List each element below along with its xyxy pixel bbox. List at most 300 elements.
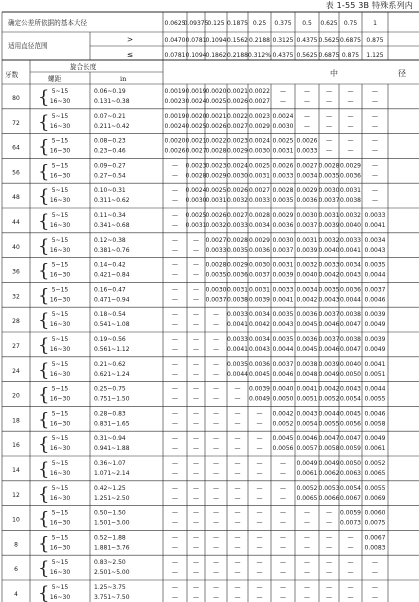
tolerance-value-long: — xyxy=(347,544,354,552)
tolerance-value-long: — xyxy=(326,569,332,577)
row-brace: { xyxy=(38,359,50,381)
tolerance-value-short: 0.0035 xyxy=(364,261,386,269)
tolerance-value-short: — xyxy=(193,534,199,542)
engagement-length-short: 5~15 xyxy=(51,460,69,467)
tolerance-value-short: — xyxy=(234,410,241,418)
tolerance-value-short: — xyxy=(234,509,241,517)
tolerance-value-long: 0.0033 xyxy=(272,172,294,180)
tolerance-value-long: 0.0039 xyxy=(249,296,270,304)
tolerance-value-short: — xyxy=(256,534,263,542)
tolerance-value-long: 0.0043 xyxy=(318,296,340,304)
tolerance-value-short: 0.0025 xyxy=(205,187,227,195)
tolerance-value-long: 0.0036 xyxy=(296,197,318,205)
tolerance-value-short: 0.0049 xyxy=(318,460,340,467)
tolerance-value-long: 0.0049 xyxy=(364,346,386,353)
tolerance-value-short: 0.0049 xyxy=(296,460,318,467)
tolerance-value-short: 0.0027 xyxy=(227,212,248,219)
engagement-range-short: 0.42~1.25 xyxy=(94,484,126,492)
row-brace: { xyxy=(38,583,50,602)
tolerance-value-short: — xyxy=(193,360,199,368)
tolerance-value-short: — xyxy=(326,112,332,120)
tolerance-value-long: — xyxy=(193,519,199,527)
tolerance-value-long: — xyxy=(172,246,178,254)
basis-value: 0.1875 xyxy=(227,20,248,27)
engagement-length-short: 5~15 xyxy=(51,435,69,443)
tolerance-value-short: — xyxy=(172,336,178,343)
tolerance-value-short: — xyxy=(172,559,178,567)
tolerance-value-long: 0.0039 xyxy=(272,271,294,279)
pitch-dia-header-1: 中 xyxy=(330,69,338,78)
tolerance-value-long: — xyxy=(172,494,178,502)
tolerance-value-short: 0.0024 xyxy=(272,112,294,120)
tolerance-value-short: — xyxy=(326,137,332,145)
tolerance-value-long: 0.0042 xyxy=(318,271,340,279)
tolerance-value-short: — xyxy=(304,559,310,567)
tolerance-value-long: 0.0034 xyxy=(296,172,318,180)
tpi-value: 48 xyxy=(12,194,20,202)
engagement-length-short: 5~15 xyxy=(51,509,69,517)
tolerance-value-long: — xyxy=(304,594,310,601)
tolerance-value-long: 0.0023 xyxy=(164,98,186,105)
basis-value: 0.5 xyxy=(302,20,312,27)
tolerance-value-short: — xyxy=(372,187,378,195)
tolerance-value-long: — xyxy=(193,494,199,502)
tolerance-value-short: — xyxy=(193,410,199,418)
engagement-range-short: 0.16~0.47 xyxy=(94,286,126,294)
tolerance-value-long: — xyxy=(213,494,219,502)
tolerance-value-short: 0.0037 xyxy=(272,360,294,368)
tolerance-value-long: 0.0027 xyxy=(227,122,248,130)
tolerance-value-short: 0.0046 xyxy=(296,435,318,443)
tolerance-value-short: 0.0030 xyxy=(249,261,270,269)
tolerance-value-short: — xyxy=(256,509,263,517)
engagement-range-long: 2.501~5.00 xyxy=(94,569,130,577)
tolerance-value-long: 0.0044 xyxy=(227,370,248,378)
tolerance-value-long: 0.0035 xyxy=(318,172,340,180)
tolerance-value-long: 0.0043 xyxy=(364,246,386,254)
tolerance-value-long: 0.0041 xyxy=(227,321,248,329)
tolerance-value-short: 0.0028 xyxy=(227,236,248,244)
tolerance-value-short: 0.0052 xyxy=(296,484,318,492)
tolerance-value-long: 0.0055 xyxy=(318,420,340,428)
tolerance-value-short: 0.0035 xyxy=(272,336,294,343)
tolerance-value-short: 0.0023 xyxy=(205,162,227,170)
tolerance-value-long: 0.0029 xyxy=(249,122,270,130)
range-min-value: 0.4375 xyxy=(296,37,318,44)
tolerance-value-long: — xyxy=(193,370,199,378)
engagement-range-long: 0.831~1.65 xyxy=(94,420,130,428)
tolerance-value-long: — xyxy=(172,172,178,180)
range-min-value: 0.1094 xyxy=(205,37,227,44)
engagement-length-short: 5~15 xyxy=(51,112,69,120)
tolerance-value-short: — xyxy=(172,286,178,294)
tolerance-value-long: 0.0065 xyxy=(296,494,318,502)
tolerance-value-short: 0.0031 xyxy=(227,286,248,294)
tolerance-value-long: — xyxy=(193,246,199,254)
tolerance-value-long: — xyxy=(234,470,241,477)
tolerance-value-short: 0.0033 xyxy=(364,212,386,219)
tolerance-value-short: 0.0037 xyxy=(318,336,340,343)
tolerance-value-long: 0.0042 xyxy=(249,321,270,329)
tolerance-value-long: — xyxy=(326,594,332,601)
tpi-value: 20 xyxy=(12,392,20,400)
tolerance-value-short: 0.0053 xyxy=(318,484,340,492)
tolerance-value-short: 0.0034 xyxy=(296,286,318,294)
tolerance-value-short: 0.0032 xyxy=(340,212,361,219)
tolerance-value-short: 0.0024 xyxy=(185,187,207,195)
tolerance-value-long: 0.0054 xyxy=(296,420,318,428)
tolerance-value-long: — xyxy=(234,519,241,527)
tolerance-value-long: 0.0036 xyxy=(272,222,294,229)
tolerance-value-long: — xyxy=(172,197,178,205)
tolerance-value-short: 0.0026 xyxy=(272,162,294,170)
tolerance-value-long: 0.0046 xyxy=(318,346,340,353)
tolerance-value-short: — xyxy=(256,584,263,591)
tolerance-value-long: 0.0073 xyxy=(340,519,361,527)
tolerance-value-short: 0.0029 xyxy=(227,261,248,269)
tolerance-value-long: — xyxy=(280,544,286,552)
tolerance-value-long: 0.0049 xyxy=(249,395,270,403)
engagement-range-short: 0.28~0.83 xyxy=(94,410,126,418)
engagement-range-long: 0.23~0.46 xyxy=(94,147,126,155)
tolerance-value-short: 0.0031 xyxy=(340,187,361,195)
tolerance-value-short: 0.0032 xyxy=(318,236,340,244)
tolerance-value-long: — xyxy=(280,470,286,477)
tolerance-value-long: 0.0030 xyxy=(227,172,248,180)
tolerance-value-long: 0.0028 xyxy=(205,147,227,155)
tpi-value: 28 xyxy=(12,318,20,326)
tolerance-value-long: 0.0055 xyxy=(364,395,386,403)
tolerance-value-long: — xyxy=(372,594,378,601)
tolerance-value-short: 0.0026 xyxy=(205,212,227,219)
row-brace: { xyxy=(38,211,50,232)
tolerance-value-long: — xyxy=(280,519,286,527)
engagement-length-short: 5~15 xyxy=(51,534,69,542)
tolerance-value-short: — xyxy=(193,286,199,294)
tolerance-value-long: — xyxy=(347,122,354,130)
tolerance-value-long: 0.0032 xyxy=(227,197,248,205)
engagement-range-short: 0.83~2.50 xyxy=(94,559,126,567)
engagement-range-long: 0.421~0.84 xyxy=(94,271,130,279)
tpi-value: 72 xyxy=(12,119,20,127)
tolerance-value-long: 0.0037 xyxy=(249,271,270,279)
engagement-length-long: 16~30 xyxy=(49,147,71,155)
tolerance-value-long: 0.0027 xyxy=(185,147,207,155)
tolerance-value-short: — xyxy=(213,360,219,368)
inch-header: in xyxy=(120,75,127,83)
tolerance-value-long: — xyxy=(172,271,178,279)
tolerance-value-long: 0.0044 xyxy=(364,271,386,279)
tolerance-value-long: 0.0025 xyxy=(185,122,207,130)
tolerance-value-short: 0.0029 xyxy=(296,187,318,195)
engagement-range-short: 0.07~0.21 xyxy=(94,112,126,120)
tolerance-value-long: 0.0033 xyxy=(205,246,227,254)
tolerance-value-short: — xyxy=(193,509,199,517)
engagement-length-long: 16~30 xyxy=(49,370,71,378)
tolerance-value-long: 0.0031 xyxy=(249,172,270,180)
engagement-range-long: 3.751~7.50 xyxy=(94,594,130,601)
tolerance-value-short: — xyxy=(256,435,263,443)
tolerance-value-short: 0.0028 xyxy=(318,162,340,170)
tpi-value: 4 xyxy=(14,591,18,598)
engagement-length-long: 16~30 xyxy=(49,519,71,527)
engagement-range-short: 0.25~0.75 xyxy=(94,385,126,393)
tolerance-value-long: 0.0026 xyxy=(205,122,227,130)
tolerance-value-long: — xyxy=(193,544,199,552)
tolerance-value-long: 0.0026 xyxy=(227,98,248,105)
tolerance-value-short: — xyxy=(213,584,219,591)
tolerance-value-long: 0.0033 xyxy=(296,147,318,155)
tolerance-value-long: 0.0026 xyxy=(164,147,186,155)
engagement-length-short: 5~15 xyxy=(51,187,69,195)
tolerance-value-long: — xyxy=(213,346,219,353)
tolerance-value-long: 0.0033 xyxy=(249,197,270,205)
tolerance-value-long: — xyxy=(234,494,241,502)
tolerance-value-long: — xyxy=(256,470,263,477)
engagement-length-short: 5~15 xyxy=(51,484,69,492)
tolerance-value-short: 0.0034 xyxy=(340,261,361,269)
tolerance-value-short: — xyxy=(234,534,241,542)
tolerance-value-short: 0.0039 xyxy=(364,311,386,319)
tolerance-value-short: — xyxy=(372,112,378,120)
tolerance-value-short: — xyxy=(280,88,286,95)
engagement-length-long: 16~30 xyxy=(49,470,71,477)
range-max-value: 0.2188 xyxy=(227,52,248,59)
tolerance-value-long: 0.0066 xyxy=(318,494,340,502)
range-min-value: 0.0470 xyxy=(164,37,186,44)
tolerance-value-long: 0.0024 xyxy=(164,122,186,130)
tolerance-value-short: 0.0026 xyxy=(296,137,318,145)
tolerance-value-short: 0.0036 xyxy=(296,336,318,343)
tolerance-value-short: 0.0019 xyxy=(185,88,207,95)
engagement-length-long: 16~30 xyxy=(49,420,71,428)
tolerance-value-short: 0.0025 xyxy=(272,137,294,145)
tolerance-value-short: — xyxy=(193,584,199,591)
tolerance-value-long: — xyxy=(213,420,219,428)
tolerance-value-long: 0.0035 xyxy=(227,246,248,254)
tolerance-value-short: — xyxy=(172,212,178,219)
row-brace: { xyxy=(38,111,50,133)
tolerance-value-short: — xyxy=(372,584,378,591)
engagement-length-short: 5~15 xyxy=(51,286,69,294)
engagement-length-long: 16~30 xyxy=(49,395,71,403)
engagement-range-long: 0.561~1.12 xyxy=(94,346,130,353)
tolerance-value-long: — xyxy=(256,519,263,527)
tolerance-value-long: 0.0052 xyxy=(272,420,294,428)
engagement-length-long: 16~30 xyxy=(49,122,71,130)
engagement-length-long: 16~30 xyxy=(49,594,71,601)
engagement-length-long: 16~30 xyxy=(49,445,71,453)
tolerance-value-short: — xyxy=(280,460,286,467)
tolerance-value-short: — xyxy=(234,484,241,492)
tolerance-value-short: 0.0031 xyxy=(249,286,270,294)
tolerance-value-long: — xyxy=(213,569,219,577)
tolerance-value-short: — xyxy=(213,509,219,517)
tolerance-value-short: — xyxy=(304,509,310,517)
tolerance-value-long: 0.0050 xyxy=(272,395,294,403)
tolerance-value-short: — xyxy=(213,460,219,467)
range-min-value: 0.3125 xyxy=(272,37,294,44)
engagement-length-long: 16~30 xyxy=(49,346,71,353)
tolerance-value-long: — xyxy=(193,420,199,428)
basis-value: 1 xyxy=(373,20,377,27)
tolerance-value-long: 0.0045 xyxy=(296,346,318,353)
tolerance-value-short: 0.0041 xyxy=(296,385,318,393)
tolerance-value-long: — xyxy=(172,544,178,552)
engagement-range-long: 0.621~1.24 xyxy=(94,370,130,378)
tolerance-value-long: — xyxy=(213,519,219,527)
engagement-range-long: 0.471~0.94 xyxy=(94,296,130,304)
tolerance-value-long: 0.0040 xyxy=(318,246,340,254)
tolerance-value-long: 0.0029 xyxy=(227,147,248,155)
row-brace: { xyxy=(38,310,50,332)
tolerance-value-short: — xyxy=(234,559,241,567)
tolerance-value-short: 0.0047 xyxy=(340,435,361,443)
engagement-range-short: 0.50~1.50 xyxy=(94,509,126,517)
pitch-header: 螺距 xyxy=(48,75,62,83)
tolerance-value-long: 0.0040 xyxy=(296,271,318,279)
tolerance-value-short: — xyxy=(172,261,178,269)
basis-value: 0.25 xyxy=(252,20,267,27)
tolerance-value-short: 0.0027 xyxy=(296,162,318,170)
engagement-range-short: 1.25~3.75 xyxy=(94,584,126,591)
row-brace: { xyxy=(38,459,50,480)
engagement-length-long: 16~30 xyxy=(49,172,71,180)
tolerance-value-long: 0.0049 xyxy=(318,370,340,378)
engagement-length-short: 5~15 xyxy=(51,162,69,170)
basis-value: 0.375 xyxy=(274,20,292,27)
engagement-range-long: 0.211~0.42 xyxy=(94,122,130,130)
tolerance-value-short: — xyxy=(193,435,199,443)
tolerance-value-long: — xyxy=(193,271,199,279)
tolerance-value-short: 0.0055 xyxy=(364,484,386,492)
row-brace: { xyxy=(38,434,50,456)
tolerance-value-short: — xyxy=(347,88,354,95)
pitch-dia-header-2: 径 xyxy=(398,69,406,78)
tolerance-value-long: 0.0042 xyxy=(296,296,318,304)
engagement-length-long: 16~30 xyxy=(49,197,71,205)
tolerance-value-long: 0.0046 xyxy=(272,370,294,378)
tolerance-value-short: 0.0030 xyxy=(296,212,318,219)
basis-value: 0.625 xyxy=(320,20,338,27)
tolerance-value-long: 0.0041 xyxy=(364,222,386,229)
engagement-length-short: 5~15 xyxy=(51,360,69,368)
tolerance-value-long: — xyxy=(193,346,199,353)
tolerance-value-short: — xyxy=(234,460,241,467)
tolerance-value-short: 0.0045 xyxy=(272,435,294,443)
range-max-value: 0.875 xyxy=(341,52,360,59)
tolerance-value-short: — xyxy=(304,112,310,120)
tolerance-value-short: 0.0035 xyxy=(227,360,248,368)
tolerance-value-short: 0.0020 xyxy=(205,88,227,95)
tolerance-value-long: 0.0028 xyxy=(185,172,207,180)
tolerance-value-short: 0.0033 xyxy=(272,286,294,294)
tolerance-value-long: — xyxy=(256,494,263,502)
tolerance-value-long: 0.0032 xyxy=(205,222,227,229)
engagement-length-short: 5~15 xyxy=(51,410,69,418)
tolerance-value-short: — xyxy=(172,484,178,492)
tolerance-value-long: 0.0044 xyxy=(272,346,294,353)
engagement-range-long: 0.311~0.62 xyxy=(94,197,130,205)
diameter-range-label: 适用直径范围 xyxy=(8,42,48,50)
tolerance-value-short: — xyxy=(213,311,219,319)
tolerance-value-short: 0.0039 xyxy=(364,336,386,343)
tpi-value: 44 xyxy=(12,219,20,226)
basis-value: 0.0625 xyxy=(164,20,186,27)
tolerance-value-short: — xyxy=(347,112,354,120)
tolerance-value-long: 0.0043 xyxy=(249,346,270,353)
range-max-value: 0.5625 xyxy=(296,52,318,59)
tolerance-value-long: 0.0036 xyxy=(249,246,270,254)
tolerance-value-long: — xyxy=(347,147,354,155)
basis-diameter-label: 确定公差所依据的基本大径 xyxy=(8,19,88,27)
tolerance-value-short: 0.0037 xyxy=(364,286,386,294)
tolerance-value-short: 0.0024 xyxy=(227,162,248,170)
tolerance-value-long: 0.0048 xyxy=(296,370,318,378)
tpi-value: 10 xyxy=(12,516,20,524)
tpi-value: 14 xyxy=(12,467,20,474)
tolerance-value-short: — xyxy=(172,385,178,393)
tolerance-value-long: 0.0051 xyxy=(364,370,386,378)
tolerance-value-short: 0.0045 xyxy=(340,410,361,418)
tolerance-value-long: 0.0038 xyxy=(227,296,248,304)
tolerance-value-short: 0.0037 xyxy=(318,311,340,319)
tolerance-value-long: 0.0031 xyxy=(205,197,227,205)
tolerance-value-long: — xyxy=(234,569,241,577)
tolerance-value-short: 0.0043 xyxy=(296,410,318,418)
tolerance-value-long: 0.0037 xyxy=(296,222,318,229)
tolerance-value-long: 0.0031 xyxy=(272,147,294,155)
tolerance-value-long: — xyxy=(213,544,219,552)
tpi-value: 32 xyxy=(12,293,20,301)
tolerance-value-long: 0.0069 xyxy=(364,494,386,502)
tolerance-value-short: 0.0022 xyxy=(205,137,227,145)
tolerance-value-long: 0.0041 xyxy=(227,346,248,353)
row-brace: { xyxy=(38,235,50,257)
tolerance-value-long: — xyxy=(280,494,286,502)
engagement-range-short: 0.06~0.19 xyxy=(94,88,126,95)
engagement-length-long: 16~30 xyxy=(49,296,71,304)
tolerance-value-long: 0.0041 xyxy=(340,246,361,254)
tolerance-value-short: — xyxy=(304,88,310,95)
tolerance-value-long: — xyxy=(213,370,219,378)
tolerance-value-long: — xyxy=(213,395,219,403)
engagement-range-long: 1.251~2.50 xyxy=(94,494,130,502)
engagement-range-long: 0.131~0.38 xyxy=(94,98,130,105)
tolerance-value-long: — xyxy=(172,445,178,453)
tolerance-value-long: 0.0031 xyxy=(185,222,207,229)
tolerance-value-long: — xyxy=(172,321,178,329)
tolerance-value-long: 0.0043 xyxy=(272,321,294,329)
tolerance-value-short: 0.0067 xyxy=(364,534,386,542)
tolerance-value-long: 0.0030 xyxy=(185,197,207,205)
row-brace: { xyxy=(38,136,50,158)
engagement-length-short: 5~15 xyxy=(51,559,69,567)
tolerance-value-short: 0.0029 xyxy=(340,162,361,170)
tolerance-value-long: 0.0044 xyxy=(340,296,361,304)
tolerance-value-short: 0.0054 xyxy=(340,484,361,492)
tolerance-value-long: — xyxy=(347,98,354,105)
tpi-value: 12 xyxy=(12,491,20,499)
tolerance-value-long: 0.0047 xyxy=(340,346,361,353)
tolerance-value-long: 0.0037 xyxy=(318,197,340,205)
tolerance-value-short: — xyxy=(193,484,199,492)
tolerance-value-long: — xyxy=(372,98,378,105)
tolerance-value-short: — xyxy=(280,584,286,591)
engagement-range-short: 0.08~0.23 xyxy=(94,137,126,145)
engagement-length-short: 5~15 xyxy=(51,137,69,145)
tolerance-value-short: — xyxy=(326,88,332,95)
